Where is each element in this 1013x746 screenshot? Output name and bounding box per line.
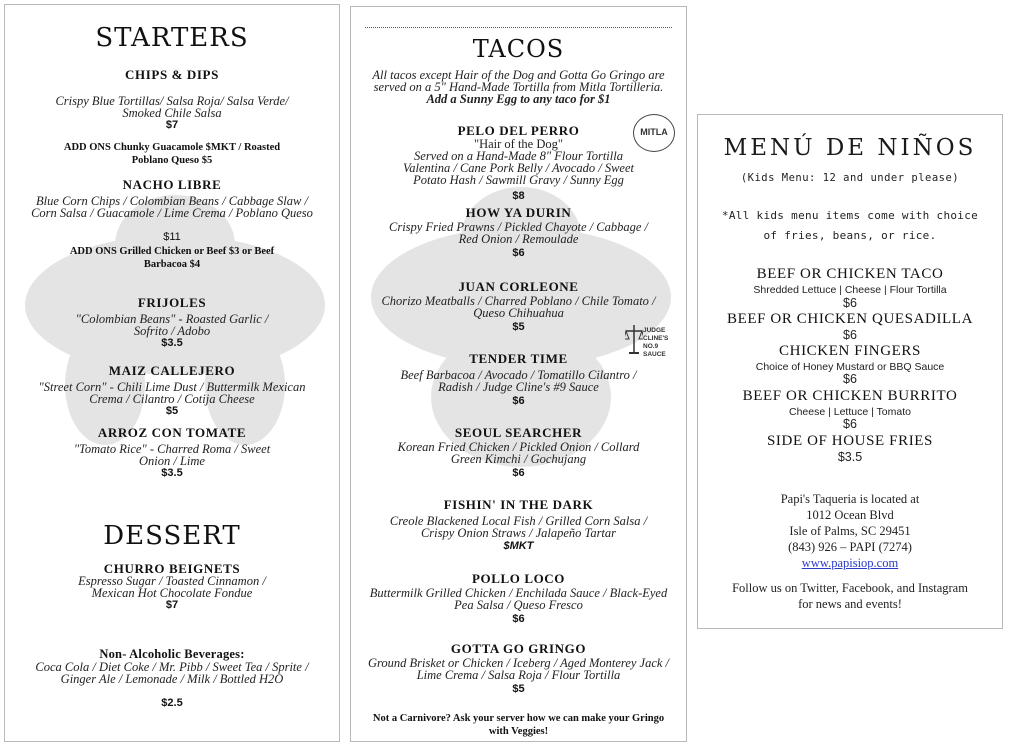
taco-name: HOW YA DURIN: [465, 205, 572, 220]
beverages-desc: Coca Cola / Diet Coke / Mr. Pibb / Sweet Tea / Sprite / Ginger Ale / Lemonade / Milk / Bottled H2O: [35, 660, 309, 686]
kids-item-price: $6: [843, 328, 857, 342]
taco-price: $8: [512, 190, 525, 202]
top-divider: [365, 27, 672, 28]
kids-item-name: BEEF OR CHICKEN QUESADILLA: [726, 311, 973, 327]
nacho-libre-name: NACHO LIBRE: [122, 177, 222, 192]
chips-dips-desc: Crispy Blue Tortillas/ Salsa Roja/ Salsa Verde/ Smoked Chile Salsa: [55, 94, 289, 120]
taco-sub: "Hair of the Dog": [473, 137, 563, 151]
beverages-name: Non- Alcoholic Beverages:: [99, 647, 245, 661]
kids-item-desc: Cheese | Lettuce | Tomato: [788, 406, 911, 418]
website-link[interactable]: www.papisiop.com: [801, 556, 899, 570]
tacos-title: TACOS: [472, 35, 565, 63]
kids-menu-note: *All kids menu items come with choice of fries, beans, or rice.: [721, 209, 979, 242]
veggie-note: Not a Carnivore? Ask your server how we can make your Gringo with Veggies!: [372, 713, 665, 737]
taco-name: TENDER TIME: [469, 351, 568, 366]
tacos-panel: [350, 6, 687, 742]
taco-name: SEOUL SEARCHER: [454, 425, 583, 440]
maiz-callejero-desc: "Street Corn" - Chili Lime Dust / Buttermilk Mexican Crema / Cilantro / Cotija Cheese: [38, 380, 306, 406]
arroz-con-tomate-name: ARROZ CON TOMATE: [97, 425, 247, 440]
arroz-con-tomate-desc: "Tomato Rice" - Charred Roma / Sweet Onion / Lime: [73, 442, 271, 468]
chips-dips-price: $7: [165, 119, 179, 131]
taco-name: GOTTA GO GRINGO: [450, 641, 587, 656]
taco-desc: Buttermilk Grilled Chicken / Enchilada Sauce / Black-Eyed Pea Salsa / Queso Fresco: [369, 586, 668, 612]
churro-beignets-name: CHURRO BEIGNETS: [103, 561, 241, 576]
taco-price: $6: [512, 247, 525, 259]
taco-name: JUAN CORLEONE: [458, 279, 579, 294]
taco-desc: Ground Brisket or Chicken / Iceberg / Aged Monterey Jack / Lime Crema / Salsa Roja / Flour Tortilla: [367, 656, 670, 682]
address-line-2: Isle of Palms, SC 29451: [789, 524, 911, 538]
address-line-1: 1012 Ocean Blvd: [806, 508, 894, 522]
frijoles-name: FRIJOLES: [137, 295, 207, 310]
frijoles-desc: "Colombian Beans" - Roasted Garlic / Sofrito / Adobo: [75, 312, 269, 338]
kids-item-name: SIDE OF HOUSE FRIES: [766, 433, 933, 449]
kids-item-desc: Shredded Lettuce | Cheese | Flour Tortilla: [753, 284, 947, 296]
location-text: Papi's Taqueria is located at: [780, 492, 920, 506]
kids-item-price: $3.5: [837, 450, 863, 464]
nacho-libre-price: $11: [163, 231, 181, 243]
follow-us-text: Follow us on Twitter, Facebook, and Instagram for news and events!: [732, 581, 968, 611]
taco-price: $6: [512, 395, 525, 407]
nacho-libre-addons: ADD ONS Grilled Chicken or Beef $3 or Beef Barbacoa $4: [69, 246, 275, 270]
kids-item-name: BEEF OR CHICKEN TACO: [756, 266, 944, 282]
mitla-logo-icon: MITLA: [633, 114, 675, 152]
judge-cline-logo-icon: JUDGE CLINE'S NO.9 SAUCE: [625, 323, 675, 357]
chips-dips-name: CHIPS & DIPS: [125, 67, 219, 82]
kids-menu-panel: [697, 114, 1003, 629]
taco-price: $5: [512, 683, 525, 695]
kids-menu-title: MENÚ DE NIÑOS: [723, 135, 977, 161]
churro-beignets-price: $7: [165, 599, 179, 611]
tacos-intro-bold: Add a Sunny Egg to any taco for $1: [426, 92, 611, 106]
starters-dessert-panel: [4, 4, 340, 742]
maiz-callejero-price: $5: [165, 405, 179, 417]
taco-desc: Served on a Hand-Made 8" Flour Tortilla Valentina / Cane Pork Belly / Avocado / Sweet Potato Hash / Sawmill Gravy / Sunny Egg: [403, 149, 634, 187]
dessert-title: DESSERT: [103, 521, 241, 551]
frijoles-price: $3.5: [161, 337, 183, 349]
churro-beignets-desc: Espresso Sugar / Toasted Cinnamon / Mexican Hot Chocolate Fondue: [78, 574, 266, 600]
kids-menu-subtitle: (Kids Menu: 12 and under please): [740, 172, 960, 184]
website-link-row: [698, 555, 1002, 571]
taco-name: FISHIN' IN THE DARK: [443, 497, 594, 512]
starters-title: STARTERS: [95, 23, 249, 53]
taco-desc: Chorizo Meatballs / Charred Poblano / Chile Tomato / Queso Chihuahua: [381, 294, 656, 320]
taco-desc: Crispy Fried Prawns / Pickled Chayote / Cabbage / Red Onion / Remoulade: [389, 220, 648, 246]
kids-item-desc: Choice of Honey Mustard or BBQ Sauce: [755, 361, 945, 373]
taco-desc: Creole Blackened Local Fish / Grilled Corn Salsa / Crispy Onion Straws / Jalapeño Tartar: [389, 514, 648, 540]
taco-desc: Korean Fried Chicken / Pickled Onion / Collard Green Kimchi / Gochujang: [397, 440, 640, 466]
taco-price: $6: [512, 613, 525, 625]
taco-price: $MKT: [503, 540, 534, 552]
chips-dips-addons: ADD ONS Chunky Guacamole $MKT / Roasted Poblano Queso $5: [63, 142, 281, 166]
nacho-libre-desc: Blue Corn Chips / Colombian Beans / Cabbage Slaw / Corn Salsa / Guacamole / Lime Crema / Poblano Queso: [31, 194, 313, 220]
arroz-con-tomate-price: $3.5: [161, 467, 183, 479]
phone-number: (843) 926 – PAPI (7274): [788, 540, 912, 554]
kids-item-name: BEEF OR CHICKEN BURRITO: [742, 388, 958, 404]
maiz-callejero-name: MAIZ CALLEJERO: [108, 363, 236, 378]
kids-item-price: $6: [843, 296, 857, 310]
taco-price: $6: [512, 467, 525, 479]
taco-name: PELO DEL PERRO: [457, 123, 580, 138]
taco-desc: Beef Barbacoa / Avocado / Tomatillo Cilantro / Radish / Judge Cline's #9 Sauce: [400, 368, 637, 394]
kids-item-name: CHICKEN FINGERS: [779, 343, 921, 359]
kids-item-price: $6: [843, 417, 857, 431]
taco-name: POLLO LOCO: [471, 571, 566, 586]
beverages-price: $2.5: [161, 697, 183, 709]
tacos-intro: All tacos except Hair of the Dog and Gotta Go Gringo are served on a 5" Hand-Made Tortilla from Mitla Tortilleria. Add a Sunny Egg to any taco for $1: [372, 68, 665, 106]
kids-item-price: $6: [843, 372, 857, 386]
taco-price: $5: [512, 321, 525, 333]
